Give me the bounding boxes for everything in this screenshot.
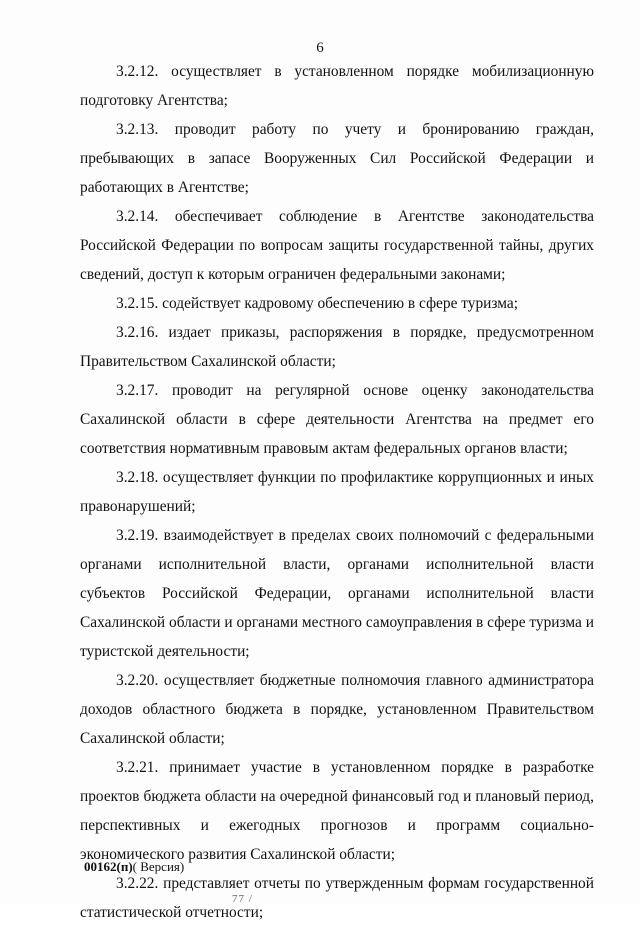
document-body: [80, 57, 594, 927]
clause-3-2-12: 3.2.12. осуществляет в установленном порядке мобилизационную подготовку Агентства;: [80, 63, 594, 109]
clause-3-2-19: 3.2.19. взаимодействует в пределах своих полномочий с федеральными органами исполнительной власти, органами исполнительной власти субъектов Российской Федерации, органами исполнительной власти Сахалинской области и органами местного самоуправления в сфере туризма и туристской деятельности;: [80, 527, 594, 660]
scan-mark: 77 /: [232, 893, 253, 905]
clause-3-2-15: 3.2.15. содействует кадровому обеспечению в сфере туризма;: [116, 295, 518, 312]
footer-code: 00162(п): [84, 859, 133, 874]
clause-3-2-13: 3.2.13. проводит работу по учету и бронированию граждан, пребывающих в запасе Вооруженных Сил Российской Федерации и работающих в Агентстве;: [80, 121, 594, 196]
clause-3-2-21: 3.2.21. принимает участие в установленном порядке в разработке проектов бюджета области на очередной финансовый год и плановый период, перспективных и ежегодных прогнозов и программ социально-экономического развития Сахалинской области;: [80, 759, 594, 863]
clause-3-2-20: 3.2.20. осуществляет бюджетные полномочия главного администратора доходов областного бюджета в порядке, установленном Правительством Сахалинской области;: [80, 672, 594, 747]
clause-3-2-18: 3.2.18. осуществляет функции по профилактике коррупционных и иных правонарушений;: [80, 469, 594, 515]
clause-3-2-22: 3.2.22. представляет отчеты по утвержденным формам государственной статистической отчетности;: [80, 875, 594, 921]
clause-3-2-14: 3.2.14. обеспечивает соблюдение в Агентстве законодательства Российской Федерации по вопросам защиты государственной тайны, других сведений, доступ к которым ограничен федеральными законами;: [80, 208, 594, 283]
page-number: 6: [316, 40, 324, 56]
footer-version: ( Версия): [132, 859, 185, 874]
clause-3-2-17: 3.2.17. проводит на регулярной основе оценку законодательства Сахалинской области в сфере деятельности Агентства на предмет его соответствия нормативным правовым актам федеральных органов власти;: [80, 382, 594, 457]
clause-3-2-16: 3.2.16. издает приказы, распоряжения в порядке, предусмотренном Правительством Сахалинской области;: [80, 324, 594, 370]
footer-document-code: [84, 858, 184, 876]
